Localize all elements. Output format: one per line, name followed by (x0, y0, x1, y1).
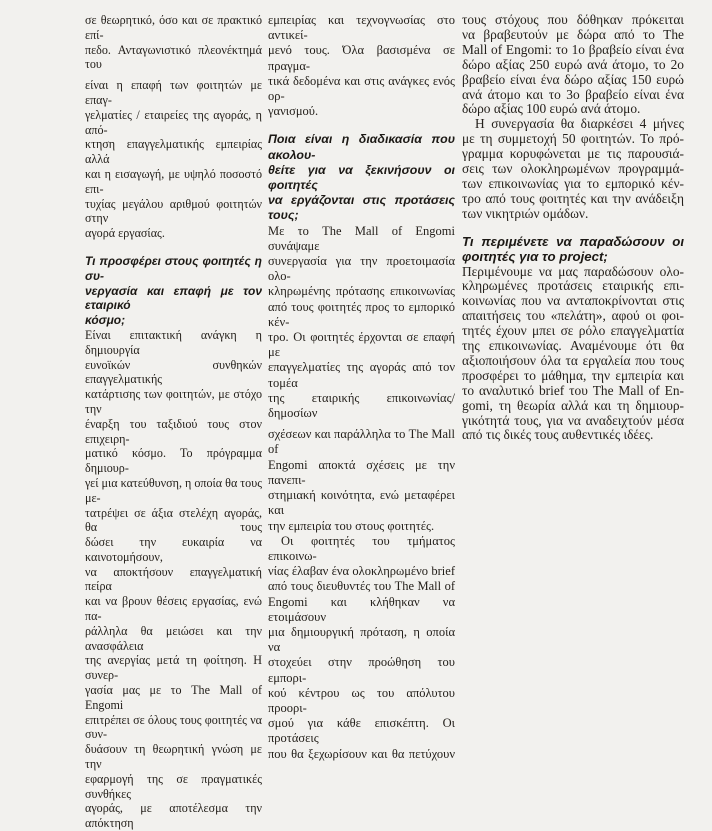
text-line: και η εισαγωγή, με υψηλό ποσοστό επι- (85, 166, 262, 196)
text-line: μενό τους. Όλα βασισμένα σε πραγμα- (268, 43, 455, 73)
text-line: δώρο αξίας 100 ευρώ ανά άτομο. (462, 101, 641, 117)
text-line: κτηση επαγγελματικής εμπειρίας αλλά (85, 137, 262, 167)
text-line: συνεργασία για την προετοιμασία ολο- (268, 254, 455, 284)
text-line: τρο. Οι φοιτητές έρχονται σε επαφή με (268, 330, 455, 360)
text-line: κληρωμένες προτάσεις εταιρικής επι- (462, 278, 684, 294)
text-line: Οι φοιτητές του τμήματος επικοινω- (268, 533, 455, 563)
body-paragraph (268, 534, 455, 762)
text-line: βραβείο είναι ένα δώρο αξίας 150 ευρώ (462, 71, 684, 87)
text-line: θείτε για να ξεκινήσουν οι φοιτητές (268, 162, 455, 193)
text-line: νίας έλαβαν ένα ολοκληρωμένο brief (268, 564, 455, 579)
body-paragraph (462, 117, 684, 221)
text-line: και να βρουν θέσεις εργασίας, ενώ πα- (85, 594, 262, 624)
text-line: σε θεωρητικό, όσο και σε πρακτικό επί- (85, 13, 262, 42)
text-line: στημιακή κοινότητα, ενώ μεταφέρει και (268, 488, 455, 518)
body-paragraph (268, 224, 455, 422)
text-line: επαγγελματίες της αγοράς από τον τομέα (268, 360, 455, 390)
text-line: κληρωμένης πρότασης επικοινωνίας (268, 284, 455, 299)
text-line: της επικοινωνίας. Αναμένουμε ότι θα (462, 338, 684, 354)
text-line: γελματίες / εταιρείες της αγοράς, η από- (85, 107, 262, 137)
text-line: γανισμού. (268, 104, 319, 119)
body-paragraph (85, 78, 262, 241)
text-line: φοιτητές για το project; (462, 248, 608, 264)
text-line: από τις δικές τους αυθεντικές ιδέες. (462, 427, 654, 443)
text-line: μια δημιουργική πρόταση, η οποία να (268, 624, 455, 655)
text-line: κού κέντρου ως του απόλυτου προορι- (268, 685, 455, 715)
text-line: Περιμένουμε να μας παραδώσουν ολο- (462, 263, 684, 279)
text-line: Με το The Mall of Engomi συνάψαμε (268, 223, 455, 253)
text-column-1 (85, 13, 262, 831)
text-line: αγορά εργασίας. (85, 226, 165, 241)
text-line: ματικό κόσμο. Το πρόγραμμα δημιουρ- (85, 446, 262, 476)
text-line: το αναλυτικό brief του The Mall of En- (462, 382, 684, 398)
text-line: ανά άτομο και το 3ο βραβείο είναι ένα (462, 86, 684, 102)
text-line: την εμπειρία του στους φοιτητές. (268, 518, 435, 533)
text-line: Engomi και κλήθηκαν να ετοιμάσουν (268, 594, 455, 624)
text-line: προσφέρει το μάθημα, την εμπειρία και (462, 367, 684, 383)
text-line: επιτρέπει σε όλους τους φοιτητές να συν- (85, 712, 262, 742)
text-line: Ποια είναι η διαδικασία που ακολου- (268, 132, 455, 162)
text-line: γεί μια κατεύθυνση, η οποία θα τους με- (85, 475, 262, 505)
text-line: Mall of Engomi: το 1ο βραβείο είναι ένα (462, 41, 684, 57)
text-line: γικότητά τους, για να αναδειχτούν μέσα (462, 412, 684, 428)
question-heading (268, 132, 455, 223)
text-line: απαιτήσεις του «πελάτη», αφού οι φοι- (462, 308, 684, 324)
text-line: από τους φοιτητές προς το εμπορικό κέν- (268, 299, 455, 329)
text-line: ράλληλα θα μειώσει και την ανασφάλεια (85, 623, 262, 653)
text-line: σχέσεων και παράλληλα το The Mall of (268, 427, 455, 457)
text-line: στοχεύει στην προώθηση του εμπορι- (268, 655, 455, 685)
text-line: τικά δεδομένα και στις ανάγκες ενός ορ- (268, 73, 455, 104)
text-column-3 (462, 13, 684, 443)
text-line: δώρο αξίας 250 ευρώ ανά άτομο, το 2ο (462, 56, 684, 72)
text-line: κόσμο; (85, 313, 126, 328)
text-line: gomi, τη θεωρία αλλά και τη δημιουρ- (462, 397, 684, 413)
text-line: δυάσουν τη θεωρητική γνώση με την (85, 742, 262, 772)
body-paragraph (462, 13, 684, 117)
text-line: εφαρμογή της σε πραγματικές συνθήκες (85, 771, 262, 801)
text-line: σεις των ολοκληρωμένων προγραμμά- (462, 161, 684, 177)
body-paragraph (462, 265, 684, 444)
text-line: να βραβευτούν με δώρα από το The (462, 26, 684, 42)
text-line: τητές έχουν μπει σε ρόλο επαγγελματία (462, 323, 684, 339)
question-heading (462, 235, 684, 265)
text-line: που θα ξεχωρίσουν και θα πετύχουν (268, 746, 455, 761)
body-paragraph (268, 427, 455, 533)
text-line: ευνοϊκών συνθηκών επαγγελματικής (85, 357, 262, 387)
text-line: με τη συμμετοχή 50 φοιτητών. Το πρό- (462, 131, 684, 147)
text-line: τρο από τους φοιτητές και την ανάδειξη (462, 190, 684, 206)
text-column-2 (268, 13, 455, 762)
text-line: σμού για κάθε επισκέπτη. Οι προτάσεις (268, 716, 455, 746)
text-line: κατάρτισης των φοιτητών, με στόχο την (85, 387, 262, 416)
question-heading (85, 254, 262, 328)
text-line: της ανεργίας μετά τη φοίτηση. Η συνερ- (85, 653, 262, 683)
text-line: αξιοποιήσουν όλα τα εργαλεία που τους (462, 352, 684, 368)
text-line: αγοράς, με αποτέλεσμα την απόκτηση (85, 801, 262, 831)
text-line: από τους διευθυντές του The Mall of (268, 579, 455, 594)
body-paragraph (85, 13, 262, 72)
text-line: των νικητριών ομάδων. (462, 205, 589, 221)
text-line: της εταιρικής επικοινωνίας/δημοσίων (268, 390, 455, 421)
text-line: να εργάζονται στις προτάσεις τους; (268, 193, 455, 223)
text-line: είναι η επαφή των φοιτητών με επαγ- (85, 78, 262, 107)
text-line: γασία μας με το The Mall of Engomi (85, 683, 262, 712)
text-line: Τι περιμένετε να παραδώσουν οι (462, 233, 684, 249)
text-line: δώσει την ευκαιρία να καινοτομήσουν, (85, 535, 262, 564)
text-line: Τι προσφέρει στους φοιτητές η συ- (85, 253, 262, 283)
text-line: Η συνεργασία θα διαρκέσει 4 μήνες (475, 116, 684, 132)
text-line: τους στόχους που δόθηκαν πρόκειται (462, 12, 684, 27)
body-paragraph (268, 13, 455, 119)
text-line: να αποκτήσουν επαγγελματική πείρα (85, 564, 262, 594)
text-line: κοινωνίας που να ανταποκρίνονται στις (462, 293, 684, 309)
text-line: των επικοινωνίας για το εμπορικό κέν- (462, 175, 684, 191)
text-line: γραμμα κορυφώνεται με τις παρουσιά- (462, 146, 684, 162)
text-line: Engomi αποκτά σχέσεις με την πανεπι- (268, 457, 455, 487)
text-line: πεδο. Ανταγωνιστικό πλεονέκτημά του (85, 42, 262, 72)
text-line: τατρέψει σε άξια στελέχη αγοράς, θα τους (85, 505, 262, 535)
text-line: έναρξη του ταξιδιού τους στον επιχειρη- (85, 416, 262, 446)
text-line: εμπειρίας και τεχνογνωσίας στο αντικεί- (268, 13, 455, 43)
text-line: τυχίας μεγάλου αριθμού φοιτητών στην (85, 196, 262, 226)
text-line: Είναι επιτακτική ανάγκη η δημιουργία (85, 327, 262, 357)
text-line: νεργασία και επαφή με τον εταιρικό (85, 283, 262, 313)
body-paragraph (85, 328, 262, 831)
